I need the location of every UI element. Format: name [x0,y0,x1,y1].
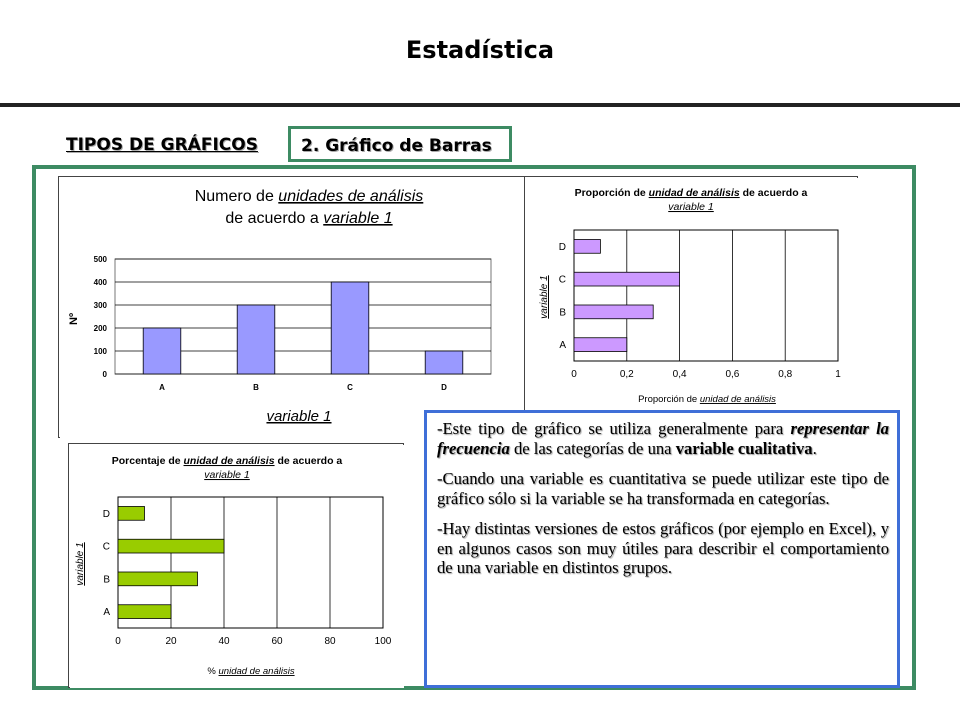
bar-B [118,572,198,586]
bar-A [143,328,181,374]
paragraph-1: -Este tipo de gráfico se utiliza generalmente para representar la frecuencia de las categorías de una variable cualitativa. [437,419,889,458]
emphasis-frequency: representar la frecuencia [437,419,889,458]
chart-title-line-2: de acuerdo a variable 1 [225,210,393,227]
y-tick-label: B [103,574,110,586]
bar-B [237,305,275,374]
x-tick-label: 1 [835,369,841,380]
chart-title-line-1: Numero de unidades de análisis [194,188,424,205]
title-divider [0,103,960,107]
chart-title-line-1: Porcentaje de unidad de análisis de acuerdo a [111,455,343,467]
proportion-bar-chart [524,176,858,416]
x-tick-label: 0 [571,369,577,380]
x-tick-label: D [441,383,447,392]
chart-type-tab: 2. Gráfico de Barras [288,126,512,162]
bar-D [425,351,463,374]
y-tick-label: A [559,340,566,352]
x-tick-label: 20 [165,636,177,647]
y-tick-label: 300 [93,301,107,310]
x-tick-label: 0,6 [725,369,740,380]
chart-title-line-2: variable 1 [668,201,714,213]
x-tick-label: 0,2 [619,369,634,380]
page-title: Estadística [405,36,555,64]
x-tick-label: A [159,383,165,392]
bar-A [118,605,171,619]
chart-title-line-2: variable 1 [204,469,250,481]
y-axis-label: variable 1 [75,542,86,586]
y-tick-label: C [558,274,566,286]
x-tick-label: 80 [324,636,336,647]
y-tick-label: 100 [93,347,107,356]
explanation-textbox [424,410,900,688]
y-tick-label: 200 [93,324,107,333]
x-tick-label: 0,8 [778,369,793,380]
chart-title-line-1: Proporción de unidad de análisis de acuerdo a [574,187,808,199]
bar-A [574,338,627,352]
y-axis-label: variable 1 [539,275,550,319]
bar-B [574,305,653,319]
x-axis-label: % unidad de análisis [207,666,295,677]
vertical-bar-chart [58,176,534,438]
x-tick-label: 0,4 [672,369,687,380]
y-tick-label: C [102,541,110,553]
y-tick-label: 400 [93,278,107,287]
bar-C [331,282,369,374]
x-axis-label: Proporción de unidad de análisis [638,394,776,405]
bar-D [574,239,600,253]
paragraph-3: -Hay distintas versiones de estos gráficos (por ejemplo en Excel), y en algunos casos son muy útiles para describir el comportamiento de una variable en distintos grupos. [437,519,889,577]
y-tick-label: D [558,241,566,253]
section-heading: TIPOS DE GRÁFICOS [66,135,258,155]
y-axis-label: Nº [68,313,80,325]
bar-C [118,539,224,553]
y-tick-label: 500 [93,255,107,264]
y-tick-label: D [102,508,110,520]
emphasis-qualitative: variable cualitativa [675,438,813,458]
x-tick-label: 0 [115,636,121,647]
bar-C [574,272,680,286]
percentage-bar-chart [68,443,404,688]
x-tick-label: 60 [271,636,283,647]
bar-D [118,506,145,520]
paragraph-2: -Cuando una variable es cuantitativa se puede utilizar este tipo de gráfico sólo si la variable se ha transformada en categorías. [437,469,889,508]
x-tick-label: C [347,383,353,392]
y-tick-label: 0 [102,370,107,379]
y-tick-label: B [559,307,566,319]
x-axis-label: variable 1 [266,408,332,425]
y-tick-label: A [103,607,110,619]
x-tick-label: 40 [218,636,230,647]
x-tick-label: B [253,383,259,392]
x-tick-label: 100 [374,636,392,647]
